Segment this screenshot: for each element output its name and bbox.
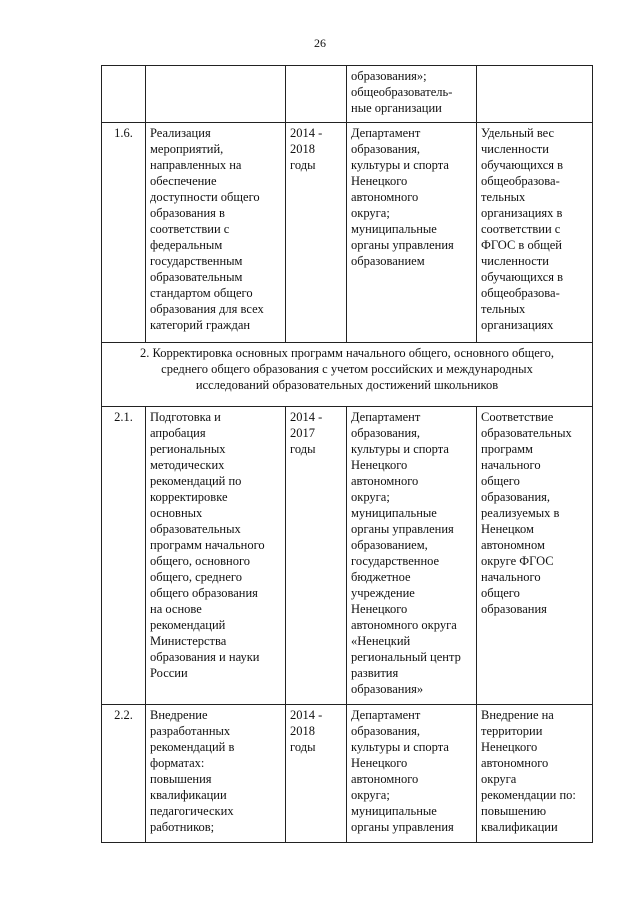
indicator-cell	[477, 66, 593, 123]
page-number: 26	[314, 36, 326, 50]
table-row	[102, 123, 593, 343]
period-cell: 2014 - 2018 годы	[286, 123, 347, 343]
responsible-cell: образования»; общеобразователь- ные организации	[347, 66, 477, 123]
row-number: 2.1.	[102, 407, 146, 705]
indicator-cell: Соответствие образовательных программ начального общего образования, реализуемых в Ненецком автономном округе ФГОС начального общего образования	[477, 407, 593, 705]
section-heading-row	[102, 343, 593, 407]
activity-cell: Внедрение разработанных рекомендаций в форматах: повышения квалификации педагогических работников;	[146, 705, 286, 843]
period-cell: 2014 - 2018 годы	[286, 705, 347, 843]
table-row	[102, 705, 593, 843]
table-row	[102, 66, 593, 123]
row-number	[102, 66, 146, 123]
section-heading: 2. Корректировка основных программ начального общего, основного общего, среднего общего образования с учетом российских и международных исследований образовательных достижений школьников	[102, 343, 593, 407]
row-number: 1.6.	[102, 123, 146, 343]
indicator-cell: Удельный вес численности обучающихся в общеобразова- тельных организациях в соответствии с ФГОС в общей численности обучающихся в общеобразова- тельных организациях	[477, 123, 593, 343]
activity-cell	[146, 66, 286, 123]
activity-cell: Реализация мероприятий, направленных на обеспечение доступности общего образования в соответствии с федеральным государственным образовательным стандартом общего образования для всех категорий граждан	[146, 123, 286, 343]
period-cell	[286, 66, 347, 123]
responsible-cell: Департамент образования, культуры и спорта Ненецкого автономного округа; муниципальные органы управления образованием	[347, 123, 477, 343]
row-number: 2.2.	[102, 705, 146, 843]
responsible-cell: Департамент образования, культуры и спорта Ненецкого автономного округа; муниципальные органы управления образованием, государственное бюджетное учреждение Ненецкого автономного округа «Ненецкий региональный центр развития образования»	[347, 407, 477, 705]
activity-cell: Подготовка и апробация региональных методических рекомендаций по корректировке основных образовательных программ начального общего, основного общего, среднего общего образования на основе рекомендаций Министерства образования и науки России	[146, 407, 286, 705]
indicator-cell: Внедрение на территории Ненецкого автономного округа рекомендации по: повышению квалификации	[477, 705, 593, 843]
responsible-cell: Департамент образования, культуры и спорта Ненецкого автономного округа; муниципальные органы управления	[347, 705, 477, 843]
plan-table	[101, 65, 593, 843]
period-cell: 2014 - 2017 годы	[286, 407, 347, 705]
table-row	[102, 407, 593, 705]
